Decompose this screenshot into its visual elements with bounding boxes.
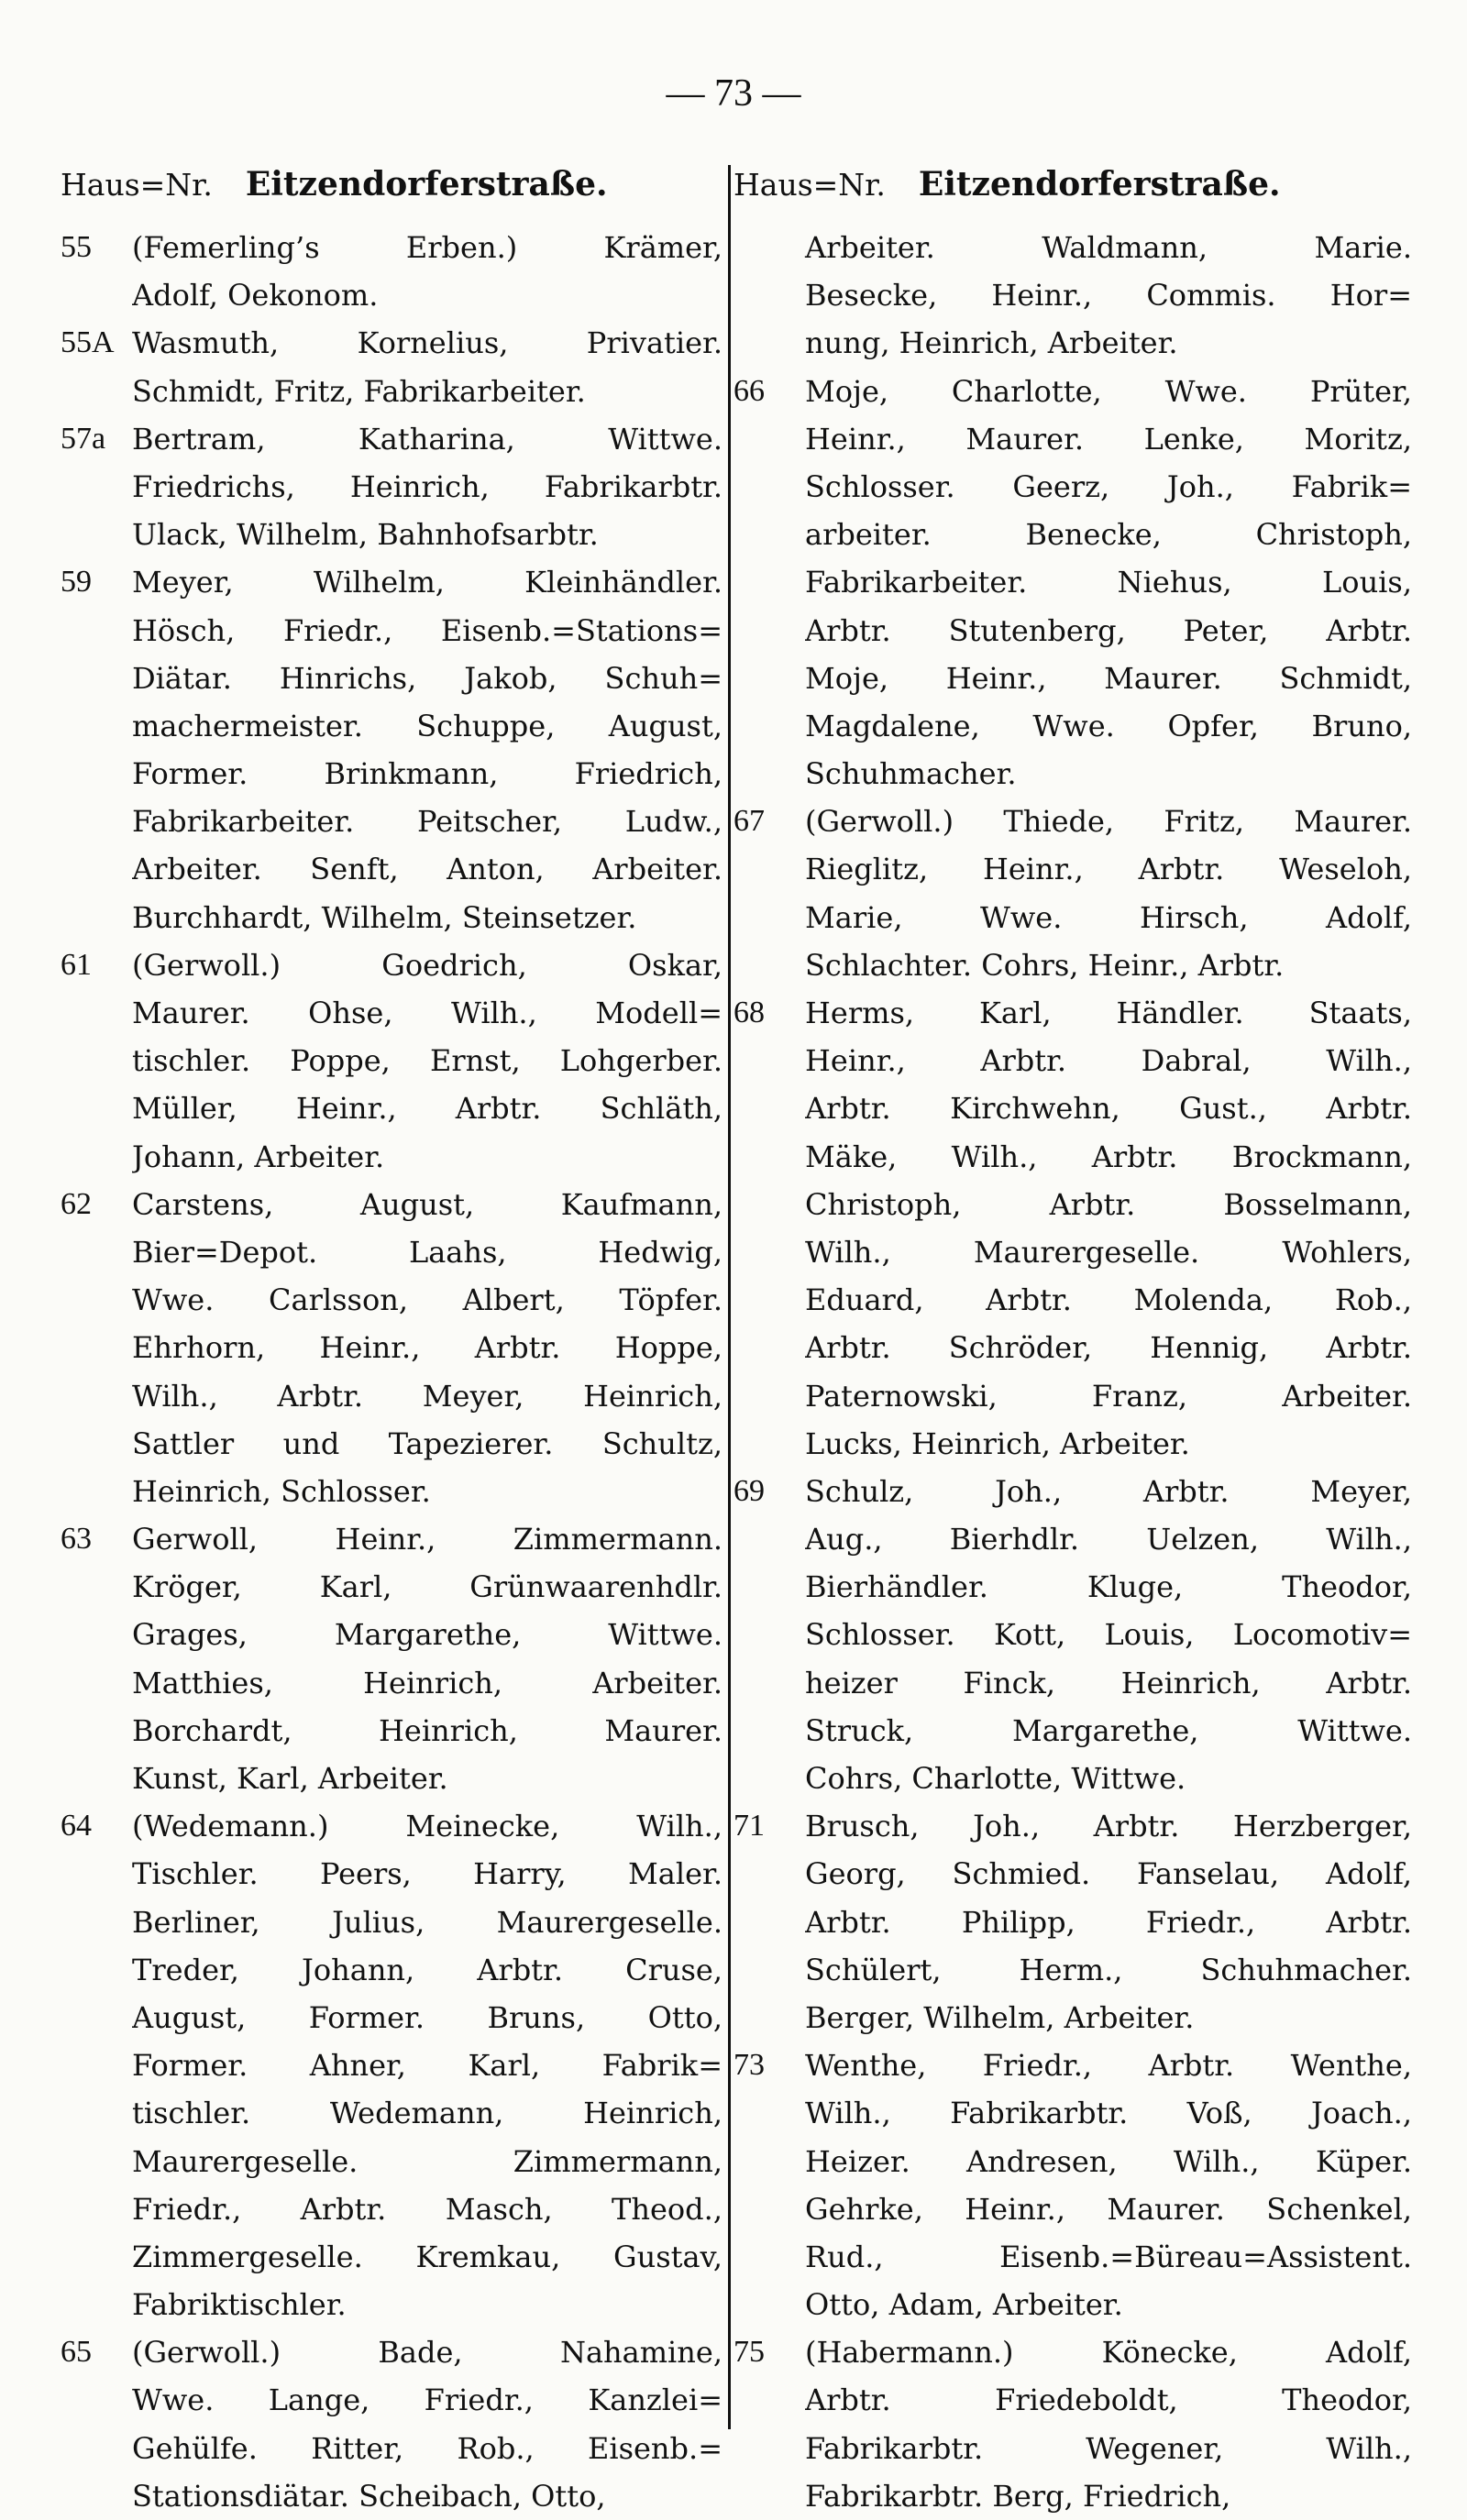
street-name: Eitzendorferstraße. <box>245 165 608 204</box>
entry-line: Meyer, Wilhelm, Kleinhändler. <box>132 565 722 600</box>
entry-line: Georg, Schmied. Fanselau, Adolf, <box>805 1856 1412 1892</box>
entry-line: Rieglitz, Heinr., Arbtr. Weseloh, <box>805 852 1412 887</box>
resident-list <box>132 415 722 559</box>
entry-line: (Habermann.) Könecke, Adolf, <box>805 2335 1412 2371</box>
entry-line: Arbtr. Friedeboldt, Theodor, <box>805 2382 1412 2418</box>
resident-list <box>805 989 1412 1468</box>
left-column-header <box>61 165 722 224</box>
entry-line: Schuhmacher. <box>805 756 1017 792</box>
entry-line: Tischler. Peers, Harry, Maler. <box>132 1856 722 1892</box>
entry-line: Treder, Johann, Arbtr. Cruse, <box>132 1952 722 1987</box>
house-entry <box>61 415 722 559</box>
house-number: 71 <box>734 1809 765 1843</box>
entry-line: (Gerwoll.) Thiede, Fritz, Maurer. <box>805 804 1412 840</box>
entry-line: Besecke, Heinr., Commis. Hor= <box>805 278 1412 314</box>
left-entries <box>61 224 722 2520</box>
entry-line: Schulz, Joh., Arbtr. Meyer, <box>805 1473 1412 1509</box>
house-entry <box>61 941 722 1181</box>
entry-line: Heinrich, Schlosser. <box>132 1473 431 1509</box>
house-entry <box>61 2328 722 2520</box>
entry-line: Ulack, Wilhelm, Bahnhofsarbtr. <box>132 517 599 553</box>
entry-line: Mäke, Wilh., Arbtr. Brockmann, <box>805 1139 1412 1174</box>
resident-list <box>132 224 722 319</box>
resident-list <box>132 941 722 1181</box>
house-entry <box>734 989 1412 1468</box>
resident-list <box>132 558 722 941</box>
entry-line: Borchardt, Heinrich, Maurer. <box>132 1712 722 1748</box>
resident-list <box>805 1468 1412 1802</box>
entry-line: Schlosser. Geerz, Joh., Fabrik= <box>805 468 1412 504</box>
entry-line: Müller, Heinr., Arbtr. Schläth, <box>132 1091 722 1127</box>
entry-line: Bierhändler. Kluge, Theodor, <box>805 1569 1412 1605</box>
entry-line: Burchhardt, Wilhelm, Steinsetzer. <box>132 899 637 935</box>
resident-list <box>132 319 722 414</box>
street-name: Eitzendorferstraße. <box>918 165 1281 204</box>
house-entry <box>61 558 722 941</box>
entry-line: Wenthe, Friedr., Arbtr. Wenthe, <box>805 2048 1412 2084</box>
house-entry <box>61 1515 722 1802</box>
entry-line: (Gerwoll.) Goedrich, Oskar, <box>132 947 722 983</box>
resident-list <box>132 1802 722 2328</box>
house-number: 67 <box>734 804 765 839</box>
house-number: 55 <box>61 230 92 264</box>
entry-line: machermeister. Schuppe, August, <box>132 708 722 743</box>
house-number: 64 <box>61 1809 92 1843</box>
entry-line: Wwe. Carlsson, Albert, Töpfer. <box>132 1282 722 1318</box>
page-number: — 73 — <box>666 72 801 115</box>
entry-line: Schlachter. Cohrs, Heinr., Arbtr. <box>805 947 1285 983</box>
entry-line: Hösch, Friedr., Eisenb.=Stations= <box>132 612 722 648</box>
entry-line: Friedr., Arbtr. Masch, Theod., <box>132 2191 722 2227</box>
entry-line: Arbeiter. Senft, Anton, Arbeiter. <box>132 852 722 887</box>
entry-line: Diätar. Hinrichs, Jakob, Schuh= <box>132 660 722 696</box>
entry-line: Otto, Adam, Arbeiter. <box>805 2287 1123 2323</box>
house-entry <box>734 798 1412 989</box>
house-number: 75 <box>734 2335 765 2370</box>
entry-line: Schlosser. Kott, Louis, Locomotiv= <box>805 1617 1412 1653</box>
entry-line: heizer Finck, Heinrich, Arbtr. <box>805 1665 1412 1700</box>
entry-line: Moje, Heinr., Maurer. Schmidt, <box>805 660 1412 696</box>
entry-line: Bier=Depot. Laahs, Hedwig, <box>132 1234 722 1270</box>
house-entry <box>61 319 722 414</box>
entry-line: Fabrikarbtr. Wegener, Wilh., <box>805 2430 1412 2466</box>
entry-line: Grages, Margarethe, Wittwe. <box>132 1617 722 1653</box>
entry-line: arbeiter. Benecke, Christoph, <box>805 517 1412 553</box>
entry-line: (Wedemann.) Meinecke, Wilh., <box>132 1809 722 1844</box>
entry-line: nung, Heinrich, Arbeiter. <box>805 325 1178 361</box>
entry-line: Brusch, Joh., Arbtr. Herzberger, <box>805 1809 1412 1844</box>
entry-line: Kröger, Karl, Grünwaarenhdlr. <box>132 1569 722 1605</box>
entry-line: August, Former. Bruns, Otto, <box>132 1999 722 2035</box>
house-entry <box>734 2328 1412 2520</box>
entry-line: Eduard, Arbtr. Molenda, Rob., <box>805 1282 1412 1318</box>
entry-line: Paternowski, Franz, Arbeiter. <box>805 1378 1412 1414</box>
entry-line: Fabrikarbeiter. Peitscher, Ludw., <box>132 804 722 840</box>
entry-line: tischler. Wedemann, Heinrich, <box>132 2096 722 2131</box>
resident-list <box>805 1802 1412 2041</box>
entry-line: Cohrs, Charlotte, Wittwe. <box>805 1761 1186 1796</box>
right-column-header <box>734 165 1412 224</box>
entry-line: Struck, Margarethe, Wittwe. <box>805 1712 1412 1748</box>
entry-line: Gehülfe. Ritter, Rob., Eisenb.= <box>132 2430 722 2466</box>
entry-line: Arbeiter. Waldmann, Marie. <box>805 230 1412 265</box>
right-entries <box>734 368 1412 2520</box>
resident-list <box>805 368 1412 798</box>
resident-list <box>132 2328 722 2520</box>
entry-line: Gehrke, Heinr., Maurer. Schenkel, <box>805 2191 1412 2227</box>
entry-line: Ehrhorn, Heinr., Arbtr. Hoppe, <box>132 1330 722 1366</box>
house-number-label: Haus=Nr. <box>734 167 886 203</box>
entry-line: Marie, Wwe. Hirsch, Adolf, <box>805 899 1412 935</box>
house-number: 61 <box>61 947 92 982</box>
entry-line: Wilh., Fabrikarbtr. Voß, Joach., <box>805 2096 1412 2131</box>
entry-line: Rud., Eisenb.=Büreau=Assistent. <box>805 2239 1412 2274</box>
house-entry <box>734 1802 1412 2041</box>
entry-line: tischler. Poppe, Ernst, Lohgerber. <box>132 1043 722 1079</box>
entry-line: Berger, Wilhelm, Arbeiter. <box>805 1999 1195 2035</box>
resident-list <box>805 798 1412 989</box>
resident-list <box>132 1181 722 1515</box>
entry-line: Herms, Karl, Händler. Staats, <box>805 996 1412 1030</box>
column-divider <box>728 165 731 2429</box>
entry-line: Adolf, Oekonom. <box>132 278 379 314</box>
entry-line: Fabrikarbtr. Berg, Friedrich, <box>805 2478 1231 2514</box>
entry-line: Fabrikarbeiter. Niehus, Louis, <box>805 565 1412 600</box>
resident-list <box>805 2328 1412 2520</box>
entry-line: Arbtr. Philipp, Friedr., Arbtr. <box>805 1904 1412 1940</box>
house-number: 69 <box>734 1473 765 1508</box>
house-number-label: Haus=Nr. <box>61 167 213 203</box>
left-column <box>61 165 722 2520</box>
entry-line: Johann, Arbeiter. <box>132 1139 385 1174</box>
house-entry <box>61 1802 722 2328</box>
entry-line: Zimmergeselle. Kremkau, Gustav, <box>132 2239 722 2274</box>
entry-line: Moje, Charlotte, Wwe. Prüter, <box>805 373 1412 409</box>
entry-line: Arbtr. Kirchwehn, Gust., Arbtr. <box>805 1091 1412 1127</box>
entry-line: Bertram, Katharina, Wittwe. <box>132 421 722 457</box>
entry-line: Heinr., Arbtr. Dabral, Wilh., <box>805 1043 1412 1079</box>
entry-line: (Femerling’s Erben.) Krämer, <box>132 230 722 265</box>
house-number: 59 <box>61 565 92 600</box>
entry-line: Schülert, Herm., Schuhmacher. <box>805 1952 1412 1987</box>
entry-line: Wilh., Arbtr. Meyer, Heinrich, <box>132 1378 722 1414</box>
right-column <box>734 165 1412 2520</box>
entry-line: Arbtr. Schröder, Hennig, Arbtr. <box>805 1330 1412 1366</box>
entry-line: Matthies, Heinrich, Arbeiter. <box>132 1665 722 1700</box>
entry-line: Carstens, August, Kaufmann, <box>132 1186 722 1222</box>
entry-line: Schmidt, Fritz, Fabrikarbeiter. <box>132 373 586 409</box>
entry-line: Kunst, Karl, Arbeiter. <box>132 1761 448 1796</box>
entry-line: Aug., Bierhdlr. Uelzen, Wilh., <box>805 1522 1412 1557</box>
entry-line: Stationsdiätar. Scheibach, Otto, <box>132 2478 606 2514</box>
house-entry <box>734 368 1412 798</box>
entry-line: (Gerwoll.) Bade, Nahamine, <box>132 2335 722 2371</box>
entry-line: Arbtr. Stutenberg, Peter, Arbtr. <box>805 612 1412 648</box>
entry-line: Maurer. Ohse, Wilh., Modell= <box>132 996 722 1030</box>
entry-line: Wilh., Maurergeselle. Wohlers, <box>805 1234 1412 1270</box>
house-number: 62 <box>61 1186 92 1221</box>
house-number: 66 <box>734 373 765 408</box>
house-number: 73 <box>734 2048 765 2083</box>
entry-line: Lucks, Heinrich, Arbeiter. <box>805 1425 1190 1461</box>
house-entry <box>734 1468 1412 1802</box>
entry-line: Fabriktischler. <box>132 2287 347 2323</box>
entry-line: Friedrichs, Heinrich, Fabrikarbtr. <box>132 468 722 504</box>
house-number: 57a <box>61 421 106 456</box>
entry-line: Wasmuth, Kornelius, Privatier. <box>132 325 722 361</box>
entry-line: Sattler und Tapezierer. Schultz, <box>132 1425 722 1461</box>
entry-line: Christoph, Arbtr. Bosselmann, <box>805 1186 1412 1222</box>
house-number: 55A <box>61 325 115 360</box>
entry-line: Former. Brinkmann, Friedrich, <box>132 756 722 792</box>
house-entry <box>61 1181 722 1515</box>
entry-line: Gerwoll, Heinr., Zimmermann. <box>132 1522 722 1557</box>
house-number: 65 <box>61 2335 92 2370</box>
house-number: 63 <box>61 1522 92 1557</box>
continuation-block <box>734 224 1412 368</box>
entry-line: Heinr., Maurer. Lenke, Moritz, <box>805 421 1412 457</box>
entry-line: Berliner, Julius, Maurergeselle. <box>132 1904 722 1940</box>
house-entry <box>61 224 722 319</box>
resident-list <box>805 2041 1412 2328</box>
house-entry <box>734 2041 1412 2328</box>
entry-line: Heizer. Andresen, Wilh., Küper. <box>805 2143 1412 2179</box>
resident-list <box>132 1515 722 1802</box>
entry-line: Maurergeselle. Zimmermann, <box>132 2143 722 2179</box>
house-number: 68 <box>734 996 765 1029</box>
entry-line: Magdalene, Wwe. Opfer, Bruno, <box>805 708 1412 743</box>
entry-line: Wwe. Lange, Friedr., Kanzlei= <box>132 2382 722 2418</box>
entry-line: Former. Ahner, Karl, Fabrik= <box>132 2048 722 2084</box>
